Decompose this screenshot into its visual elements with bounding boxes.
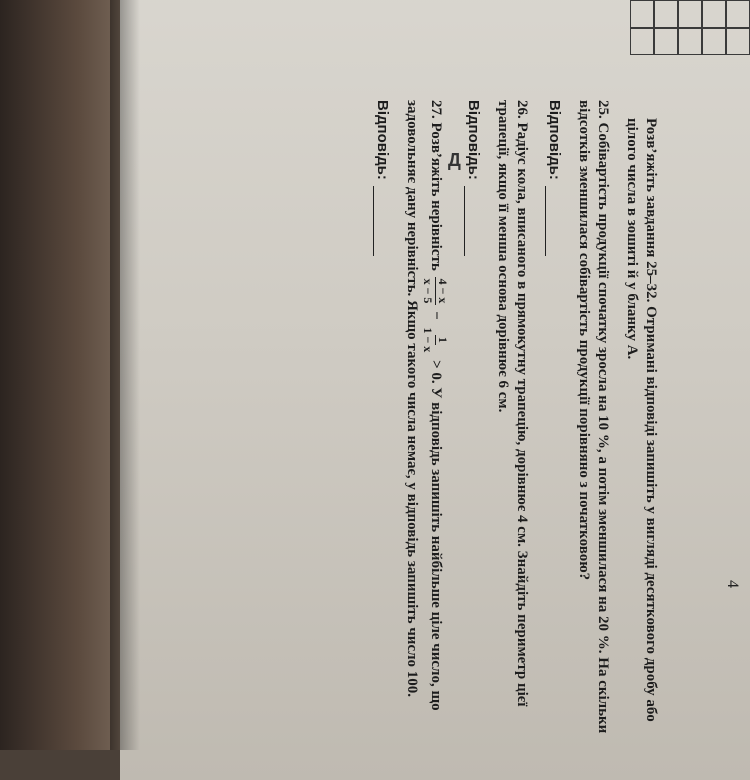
fraction-numerator: 1 [436, 336, 450, 343]
answer-field[interactable] [464, 100, 483, 750]
fraction-denominator: x − 5 [421, 278, 435, 304]
answer-field[interactable] [373, 100, 392, 750]
page-number: 4 [724, 580, 741, 588]
minus-sign: − [428, 311, 445, 320]
task-number: 26. [514, 100, 530, 119]
task-number: 27. [428, 100, 445, 119]
task-text: Собівартість продукції спочатку зросла на 10 %, а потім зменшилася на 20 %. На скільки відсотків зменшилася собівартість продукції порівняно з початковою? [576, 100, 611, 734]
answer-label: Відповідь: [465, 100, 482, 180]
task-25 [545, 100, 612, 750]
fraction-1 [421, 277, 450, 306]
instructions: Розв’яжіть завдання 25–32. Отримані відповіді запишіть у вигляді десяткового дробу або цілого числа в зошиті й у бланку А. [624, 118, 659, 722]
answer-field[interactable] [545, 100, 564, 750]
task-text: Радіус кола, вписаного в прямокутну трапецію, дорівнює 4 см. Знайдіть периметр цієї трапеції, якщо її менша основа дорівнює 6 см. [495, 100, 530, 707]
fraction-numerator: 4 − x [436, 278, 450, 304]
answer-line[interactable] [373, 186, 388, 256]
task-number: 25. [595, 100, 611, 119]
fraction-denominator: 1 − x [421, 327, 435, 353]
answer-label: Відповідь: [546, 100, 563, 180]
answer-label: Відповідь: [374, 100, 391, 180]
task-text-after: > 0. У відповідь запишіть найбільше ціле число, що задовольняє дану нерівність. Якщо такого числа немає, у відповідь запишіть число 100. [404, 100, 445, 711]
fraction-2 [421, 325, 450, 354]
document-content [220, 100, 660, 750]
margin-letter: Д [448, 150, 461, 170]
answer-line[interactable] [464, 186, 479, 256]
task-26 [464, 100, 531, 750]
task-text-before: Розв’яжіть нерівність [428, 122, 445, 271]
task-27 [373, 100, 450, 750]
answer-line[interactable] [545, 186, 560, 256]
